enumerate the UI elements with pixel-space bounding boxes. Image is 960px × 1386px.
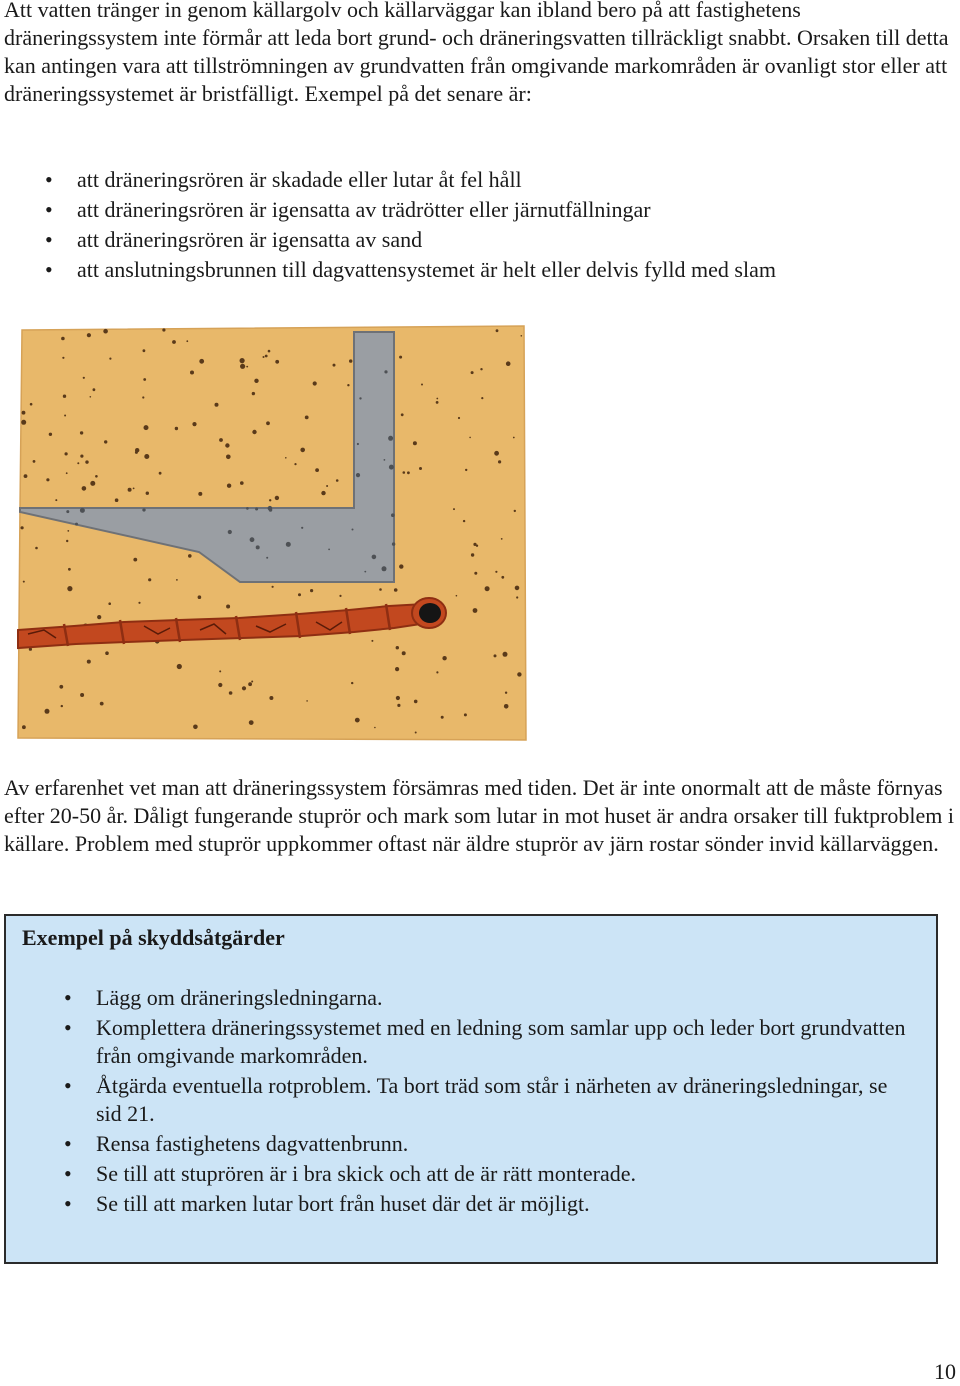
soil-speck [384,370,387,373]
soil-speck [474,572,477,575]
soil-speck [97,615,101,619]
soil-speck [504,704,509,709]
soil-speck [310,589,313,592]
soil-speck [66,540,68,542]
bullet-icon: • [64,1161,72,1186]
soil-speck [144,425,149,430]
bullet-icon: • [45,197,53,222]
soil-speck [501,538,503,540]
soil-speck [128,488,132,492]
soil-speck [301,527,303,529]
soil-speck [399,356,402,359]
soil-speck [463,520,465,522]
soil-speck [371,640,373,642]
soil-speck [87,660,91,664]
soil-speck [413,441,417,445]
soil-speck [176,579,178,581]
soil-speck [471,553,474,556]
soil-speck [251,681,253,683]
soil-speck [45,709,50,714]
soil-speck [269,508,273,512]
soil-speck [75,523,78,526]
bullet-icon: • [45,257,53,282]
soil-speck [252,430,256,434]
soil-speck [215,403,219,407]
soil-speck [514,510,516,512]
soil-speck [256,545,260,549]
list-item: • Åtgärda eventuella rotproblem. Ta bort träd som står i närheten av dräneringsledningar, se sid 21. [64,1073,888,1126]
soil-speck [436,401,439,404]
soil-speck [252,392,255,395]
soil-speck [265,355,268,358]
soil-speck [419,467,422,470]
soil-speck [24,474,28,478]
soil-speck [80,455,83,458]
soil-speck [402,651,406,655]
soil-speck [190,371,194,375]
soil-speck [90,396,92,398]
soil-speck [254,379,258,383]
soil-speck [313,381,317,385]
soil-speck [246,366,248,368]
soil-speck [351,682,353,684]
soil-speck [480,368,482,370]
soil-speck [436,671,438,673]
soil-speck [339,595,341,597]
soil-speck [392,542,395,545]
soil-speck [355,718,360,723]
soil-speck [266,557,268,559]
soil-speck [326,485,328,487]
soil-speck [401,413,404,416]
soil-speck [379,588,382,591]
list-item: • att anslutningsbrunnen till dagvattensystemet är helt eller delvis fylld med slam [45,257,776,282]
soil-speck [396,696,400,700]
soil-speck [465,469,467,471]
soil-speck [193,725,198,730]
soil-speck [249,720,254,725]
bullet-icon: • [64,1073,72,1098]
list-item: • Rensa fastighetens dagvattenbrunn. [64,1131,409,1156]
soil-speck [495,571,497,573]
soil-speck [108,602,111,605]
soil-speck [188,554,192,558]
soil-speck [22,411,26,415]
bullet-icon: • [64,1191,72,1216]
soil-speck [517,672,521,676]
soil-speck [227,484,231,488]
soil-speck [374,727,376,729]
soil-speck [414,700,418,704]
soil-speck [382,566,387,571]
soil-speck [521,335,523,337]
list-item: • Komplettera dräneringssystemet med en ledning som samlar upp och leder bort grundvatten från omgivande markområden. [64,1015,906,1068]
soil-speck [240,481,244,485]
soil-speck [218,683,222,687]
soil-speck [64,415,66,417]
soil-speck [103,329,108,334]
soil-speck [481,397,483,399]
soil-speck [33,460,36,463]
soil-speck [263,356,265,358]
soil-speck [333,364,336,367]
soil-speck [66,510,69,513]
soil-speck [77,462,79,464]
soil-speck [90,481,95,486]
soil-speck [505,692,507,694]
soil-speck [80,431,83,434]
soil-speck [389,465,394,470]
measures-heading: Exempel på skyddsåtgärder [22,925,285,950]
soil-speck [55,499,57,501]
protection-measures-box [4,914,938,1264]
soil-speck [143,378,146,381]
soil-speck [285,457,287,459]
soil-speck [229,691,233,695]
soil-speck [63,395,66,398]
soil-speck [272,586,274,588]
soil-speck [46,478,49,481]
soil-speck [294,463,296,465]
experience-paragraph: Av erfarenhet vet man att dräneringssystem försämras med tiden. Det är inte onormalt att de måste förnyas efter 20-50 år. Dåligt fungerande stuprör och mark som lutar in mot huset är andra orsaker till fuktproblem i källare. Problem med stuprör uppkommer oftast när äldre stuprör av järn rostar sönder invid källarväggen. [4,775,954,856]
soil-speck [396,646,399,649]
soil-speck [61,337,65,341]
soil-speck [104,440,107,443]
soil-speck [453,508,455,510]
soil-speck [496,329,499,332]
soil-speck [65,452,68,455]
list-item: • Se till att marken lutar bort från huset där det är möjligt. [64,1191,590,1216]
soil-speck [407,471,410,474]
soil-speck [456,595,458,597]
measures-list [64,984,906,1220]
soil-speck [469,437,471,439]
soil-speck [198,595,202,599]
soil-speck [286,542,291,547]
soil-speck [501,576,504,579]
bullet-icon: • [64,1015,72,1040]
soil-speck [471,371,474,374]
soil-speck [494,654,497,657]
soil-speck [275,496,279,500]
soil-speck [364,571,366,573]
soil-speck [186,340,188,342]
list-item: • att dräneringsrören är skadade eller lutar åt fel håll [45,167,522,192]
soil-speck [384,459,386,461]
soil-speck [357,443,359,445]
soil-speck [80,508,85,513]
soil-speck [21,526,24,529]
soil-speck [30,403,33,406]
soil-speck [21,420,26,425]
soil-speck [138,602,140,604]
soil-speck [226,605,230,609]
soil-speck [268,350,271,353]
soil-speck [80,693,84,697]
soil-speck [83,377,85,379]
soil-speck [300,448,305,453]
soil-speck [175,427,178,430]
soil-speck [503,652,508,657]
soil-speck [144,454,149,459]
soil-speck [352,529,354,531]
list-item: • att dräneringsrören är igensatta av trädrötter eller järnutfällningar [45,197,651,222]
soil-speck [356,473,360,477]
soil-speck [219,438,223,442]
soil-speck [59,685,63,689]
soil-speck [225,443,229,447]
soil-speck [306,700,308,702]
soil-speck [226,455,231,460]
list-item: • att dräneringsrören är igensatta av sand [45,227,423,252]
soil-speck [133,488,135,490]
soil-speck [142,396,144,398]
soil-speck [458,417,460,419]
soil-speck [394,588,398,592]
soil-speck [133,558,137,562]
soil-speck [415,732,417,734]
soil-speck [336,479,339,482]
soil-speck [172,340,176,344]
soil-speck [85,460,88,463]
soil-speck [397,704,400,707]
soil-speck [35,547,38,550]
soil-speck [476,545,478,547]
soil-speck [49,433,52,436]
soil-speck [513,437,515,439]
soil-speck [441,716,444,719]
soil-speck [95,475,98,478]
soil-speck [391,513,395,517]
soil-speck [494,451,499,456]
soil-speck [498,460,501,463]
soil-speck [516,596,518,598]
soil-speck [240,358,245,363]
soil-speck [61,705,63,707]
soil-speck [255,508,258,511]
soil-speck [388,436,393,441]
soil-speck [82,486,87,491]
soil-speck [93,388,96,391]
soil-speck [328,549,330,551]
soil-speck [442,656,446,660]
soil-speck [228,530,232,534]
soil-speck [359,397,361,399]
soil-speck [242,686,246,690]
soil-speck [66,472,68,474]
soil-speck [305,416,309,420]
soil-speck [23,581,25,583]
soil-speck [515,586,520,591]
soil-speck [219,670,221,672]
soil-speck [199,359,204,364]
soil-speck [68,568,71,571]
soil-speck [321,491,325,495]
soil-speck [347,384,349,386]
soil-speck [148,578,151,581]
soil-speck [349,359,352,362]
soil-speck [506,361,511,366]
soil-speck [105,651,109,655]
bullet-icon: • [45,167,53,192]
soil-speck [436,398,438,400]
soil-speck [115,498,119,502]
soil-speck [464,713,467,716]
soil-speck [198,492,202,496]
soil-speck [67,586,72,591]
soil-speck [192,422,196,426]
soil-speck [162,328,165,331]
soil-speck [399,564,403,568]
bullet-icon: • [45,227,53,252]
page-number: 10 [934,1359,956,1384]
soil-speck [473,608,478,613]
bullet-icon: • [64,1131,72,1156]
causes-list [45,166,776,286]
soil-speck [159,472,162,475]
drainage-illustration [4,312,534,744]
soil-speck [240,364,245,369]
soil-speck [298,593,301,596]
soil-speck [135,451,138,454]
soil-speck [67,530,69,532]
soil-speck [275,360,279,364]
soil-speck [62,357,64,359]
soil-speck [109,358,111,360]
list-item: • Lägg om dräneringsledningarna. [64,985,383,1010]
list-item: • Se till att stuprören är i bra skick och att de är rätt monterade. [64,1161,637,1186]
soil-speck [100,702,104,706]
soil-speck [250,537,255,542]
soil-speck [421,384,423,386]
bullet-icon: • [64,985,72,1010]
soil-speck [403,471,406,474]
soil-speck [485,586,490,591]
soil-speck [246,507,249,510]
soil-speck [248,682,252,686]
soil-speck [143,349,146,352]
intro-paragraph: Att vatten tränger in genom källargolv och källarväggar kan ibland bero på att fastighetens dräneringssystem inte förmår att leda bort grund- och dräneringsvatten tillräckligt snabbt. Orsaken till detta kan antingen vara att tillströmningen av grundvatten från omgivande markområden är ovanligt stor eller att dräneringssystemet är bristfälligt. Exempel på det senare är: [4,0,949,106]
soil-speck [146,492,149,495]
soil-speck [372,555,377,560]
soil-speck [177,664,182,669]
soil-speck [22,725,26,729]
soil-speck [395,667,399,671]
soil-speck [87,333,91,337]
soil-speck [142,508,145,511]
soil-speck [269,696,273,700]
soil-speck [315,468,319,472]
soil-speck [269,499,271,501]
soil-speck [266,421,270,425]
